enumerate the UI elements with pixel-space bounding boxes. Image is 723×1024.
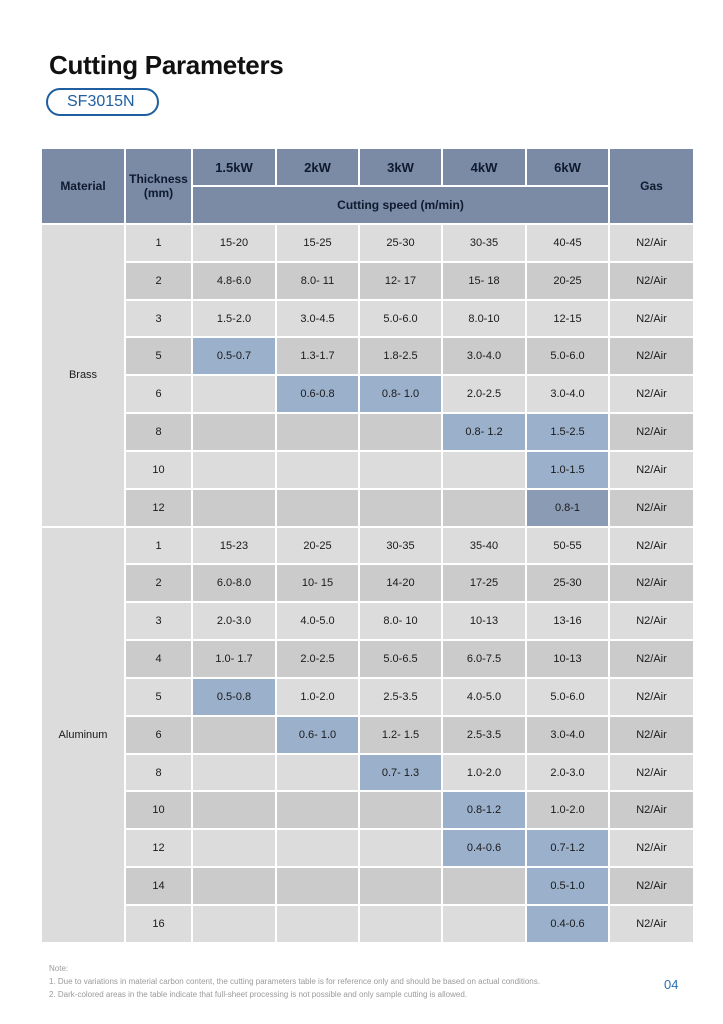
thickness-cell: 10 — [125, 791, 192, 829]
header-power: 1.5kW — [192, 148, 276, 186]
note-item: 2. Dark-colored areas in the table indicate that full-sheet processing is not possible and only sample cutting is allowed. — [49, 990, 468, 999]
speed-cell: 1.0-1.5 — [526, 451, 609, 489]
speed-cell — [192, 754, 276, 792]
table-row — [41, 300, 694, 338]
speed-cell: 0.6-0.8 — [276, 375, 359, 413]
speed-cell: 17-25 — [442, 564, 526, 602]
gas-cell: N2/Air — [609, 489, 694, 527]
header-gas: Gas — [609, 148, 694, 224]
speed-cell: 0.4-0.6 — [442, 829, 526, 867]
note-item: 1. Due to variations in material carbon content, the cutting parameters table is for reference only and should be based on actual conditions. — [49, 977, 540, 986]
speed-cell: 8.0- 10 — [359, 602, 442, 640]
speed-cell: 1.5-2.5 — [526, 413, 609, 451]
speed-cell — [276, 413, 359, 451]
speed-cell: 8.0-10 — [442, 300, 526, 338]
speed-cell — [359, 905, 442, 943]
speed-cell — [192, 413, 276, 451]
speed-cell: 3.0-4.5 — [276, 300, 359, 338]
speed-cell — [276, 829, 359, 867]
thickness-cell: 1 — [125, 527, 192, 565]
speed-cell: 1.3-1.7 — [276, 337, 359, 375]
gas-cell: N2/Air — [609, 413, 694, 451]
speed-cell: 0.5-0.7 — [192, 337, 276, 375]
gas-cell: N2/Air — [609, 716, 694, 754]
speed-cell: 1.2- 1.5 — [359, 716, 442, 754]
speed-cell — [359, 867, 442, 905]
speed-cell — [192, 375, 276, 413]
thickness-cell: 8 — [125, 413, 192, 451]
notes-heading: Note: — [49, 964, 69, 973]
speed-cell: 0.5-1.0 — [526, 867, 609, 905]
speed-cell — [359, 489, 442, 527]
thickness-cell: 6 — [125, 716, 192, 754]
gas-cell: N2/Air — [609, 829, 694, 867]
speed-cell — [359, 829, 442, 867]
header-cutting-speed: Cutting speed (m/min) — [192, 186, 609, 224]
speed-cell — [359, 413, 442, 451]
header-material: Material — [41, 148, 125, 224]
speed-cell: 15-23 — [192, 527, 276, 565]
gas-cell: N2/Air — [609, 262, 694, 300]
speed-cell: 3.0-4.0 — [442, 337, 526, 375]
speed-cell: 3.0-4.0 — [526, 375, 609, 413]
speed-cell: 0.7- 1.3 — [359, 754, 442, 792]
table-row — [41, 754, 694, 792]
speed-cell: 15-25 — [276, 224, 359, 262]
gas-cell: N2/Air — [609, 640, 694, 678]
speed-cell: 3.0-4.0 — [526, 716, 609, 754]
speed-cell: 1.0- 1.7 — [192, 640, 276, 678]
table-row — [41, 375, 694, 413]
gas-cell: N2/Air — [609, 867, 694, 905]
table-row — [41, 337, 694, 375]
speed-cell: 1.0-2.0 — [442, 754, 526, 792]
speed-cell: 4.0-5.0 — [276, 602, 359, 640]
speed-cell: 15-20 — [192, 224, 276, 262]
table-row — [41, 602, 694, 640]
table-row — [41, 791, 694, 829]
speed-cell: 5.0-6.0 — [526, 678, 609, 716]
thickness-cell: 1 — [125, 224, 192, 262]
speed-cell — [276, 451, 359, 489]
speed-cell: 1.0-2.0 — [276, 678, 359, 716]
speed-cell: 20-25 — [526, 262, 609, 300]
speed-cell: 2.5-3.5 — [442, 716, 526, 754]
speed-cell — [276, 867, 359, 905]
header-power: 2kW — [276, 148, 359, 186]
table-row — [41, 905, 694, 943]
speed-cell: 50-55 — [526, 527, 609, 565]
speed-cell: 6.0-7.5 — [442, 640, 526, 678]
speed-cell: 10- 15 — [276, 564, 359, 602]
material-cell: Brass — [41, 224, 125, 527]
gas-cell: N2/Air — [609, 678, 694, 716]
speed-cell: 8.0- 11 — [276, 262, 359, 300]
speed-cell — [192, 716, 276, 754]
speed-cell: 0.4-0.6 — [526, 905, 609, 943]
speed-cell: 0.8-1 — [526, 489, 609, 527]
speed-cell: 2.0-3.0 — [526, 754, 609, 792]
gas-cell: N2/Air — [609, 375, 694, 413]
speed-cell: 0.8- 1.2 — [442, 413, 526, 451]
speed-cell: 0.7-1.2 — [526, 829, 609, 867]
speed-cell: 5.0-6.0 — [526, 337, 609, 375]
speed-cell: 10-13 — [442, 602, 526, 640]
page-title: Cutting Parameters — [49, 50, 284, 80]
gas-cell: N2/Air — [609, 224, 694, 262]
speed-cell — [359, 791, 442, 829]
speed-cell — [276, 791, 359, 829]
speed-cell — [276, 489, 359, 527]
speed-cell: 10-13 — [526, 640, 609, 678]
table-row — [41, 413, 694, 451]
thickness-cell: 16 — [125, 905, 192, 943]
header-power: 3kW — [359, 148, 442, 186]
speed-cell — [276, 905, 359, 943]
speed-cell — [192, 489, 276, 527]
speed-cell: 4.8-6.0 — [192, 262, 276, 300]
thickness-cell: 12 — [125, 829, 192, 867]
speed-cell — [276, 754, 359, 792]
table-row — [41, 451, 694, 489]
cutting-parameters-table — [40, 147, 695, 944]
speed-cell: 0.6- 1.0 — [276, 716, 359, 754]
thickness-cell: 3 — [125, 602, 192, 640]
thickness-cell: 10 — [125, 451, 192, 489]
thickness-cell: 4 — [125, 640, 192, 678]
speed-cell — [442, 489, 526, 527]
thickness-cell: 8 — [125, 754, 192, 792]
header-power: 6kW — [526, 148, 609, 186]
speed-cell: 12-15 — [526, 300, 609, 338]
speed-cell: 2.0-3.0 — [192, 602, 276, 640]
gas-cell: N2/Air — [609, 754, 694, 792]
speed-cell: 30-35 — [442, 224, 526, 262]
speed-cell: 15- 18 — [442, 262, 526, 300]
table-row — [41, 829, 694, 867]
speed-cell — [442, 867, 526, 905]
gas-cell: N2/Air — [609, 300, 694, 338]
thickness-cell: 12 — [125, 489, 192, 527]
table-row — [41, 640, 694, 678]
speed-cell — [192, 829, 276, 867]
gas-cell: N2/Air — [609, 791, 694, 829]
speed-cell — [192, 791, 276, 829]
speed-cell — [359, 451, 442, 489]
speed-cell: 1.5-2.0 — [192, 300, 276, 338]
model-badge: SF3015N — [46, 88, 159, 116]
speed-cell — [442, 451, 526, 489]
speed-cell: 0.8- 1.0 — [359, 375, 442, 413]
thickness-cell: 5 — [125, 337, 192, 375]
table-row — [41, 564, 694, 602]
thickness-cell: 6 — [125, 375, 192, 413]
speed-cell: 4.0-5.0 — [442, 678, 526, 716]
speed-cell: 5.0-6.5 — [359, 640, 442, 678]
speed-cell: 2.5-3.5 — [359, 678, 442, 716]
speed-cell: 0.5-0.8 — [192, 678, 276, 716]
gas-cell: N2/Air — [609, 451, 694, 489]
speed-cell: 2.0-2.5 — [276, 640, 359, 678]
gas-cell: N2/Air — [609, 527, 694, 565]
page-number: 04 — [664, 977, 679, 992]
thickness-cell: 3 — [125, 300, 192, 338]
speed-cell: 0.8-1.2 — [442, 791, 526, 829]
gas-cell: N2/Air — [609, 905, 694, 943]
speed-cell — [192, 867, 276, 905]
speed-cell — [192, 905, 276, 943]
table-row — [41, 224, 694, 262]
header-thickness: Thickness (mm) — [125, 148, 192, 224]
table-row — [41, 716, 694, 754]
speed-cell: 35-40 — [442, 527, 526, 565]
speed-cell: 6.0-8.0 — [192, 564, 276, 602]
thickness-cell: 2 — [125, 564, 192, 602]
speed-cell: 25-30 — [359, 224, 442, 262]
thickness-cell: 2 — [125, 262, 192, 300]
material-cell: Aluminum — [41, 527, 125, 943]
header-power: 4kW — [442, 148, 526, 186]
speed-cell: 13-16 — [526, 602, 609, 640]
speed-cell: 1.8-2.5 — [359, 337, 442, 375]
gas-cell: N2/Air — [609, 337, 694, 375]
table-row — [41, 867, 694, 905]
table-row — [41, 678, 694, 716]
speed-cell: 1.0-2.0 — [526, 791, 609, 829]
table-row — [41, 262, 694, 300]
table-row — [41, 527, 694, 565]
speed-cell: 30-35 — [359, 527, 442, 565]
speed-cell: 20-25 — [276, 527, 359, 565]
gas-cell: N2/Air — [609, 602, 694, 640]
speed-cell — [192, 451, 276, 489]
gas-cell: N2/Air — [609, 564, 694, 602]
thickness-cell: 5 — [125, 678, 192, 716]
thickness-cell: 14 — [125, 867, 192, 905]
speed-cell: 2.0-2.5 — [442, 375, 526, 413]
speed-cell — [442, 905, 526, 943]
notes — [49, 962, 540, 1001]
speed-cell: 25-30 — [526, 564, 609, 602]
speed-cell: 12- 17 — [359, 262, 442, 300]
table-row — [41, 489, 694, 527]
speed-cell: 5.0-6.0 — [359, 300, 442, 338]
speed-cell: 14-20 — [359, 564, 442, 602]
speed-cell: 40-45 — [526, 224, 609, 262]
